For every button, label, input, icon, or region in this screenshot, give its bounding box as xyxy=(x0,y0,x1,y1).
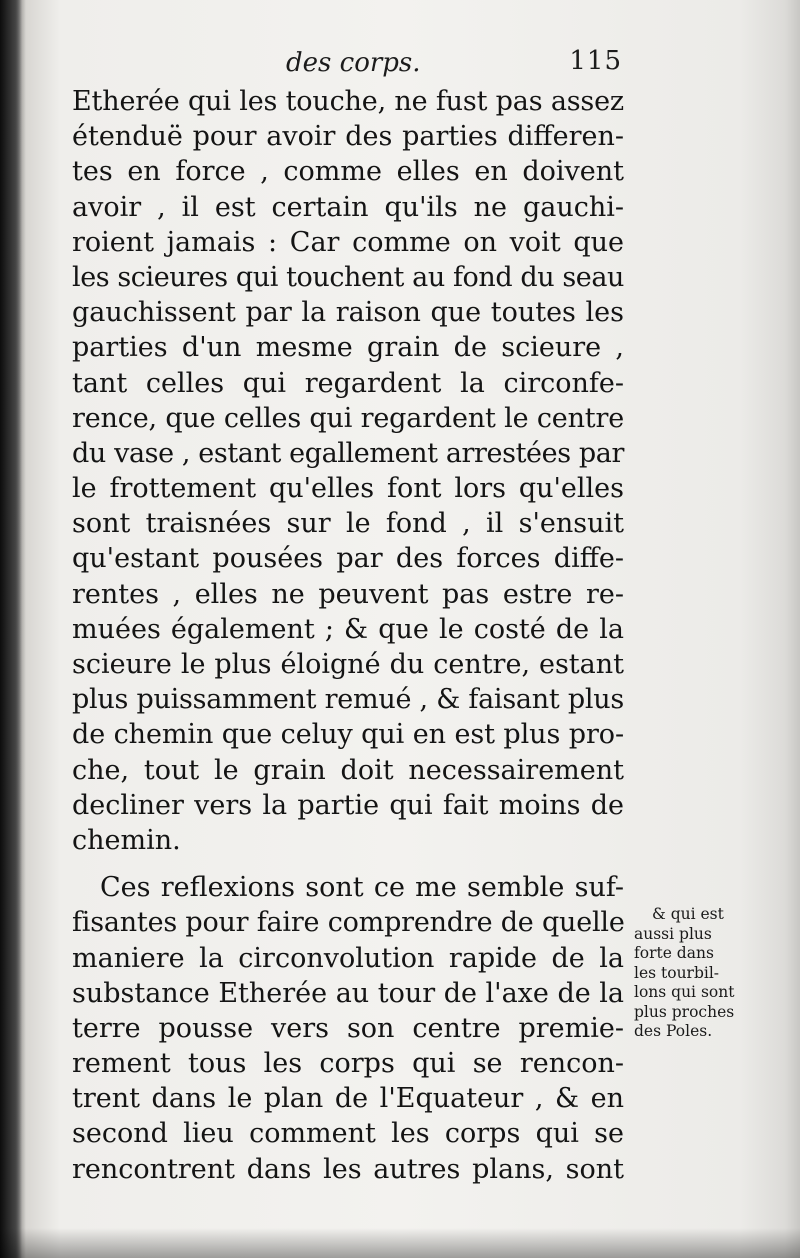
text-line: parties d'un mesme grain de scieure , xyxy=(72,332,624,364)
page-header xyxy=(72,42,624,82)
text-line: scieure le plus éloigné du centre, estant xyxy=(72,649,624,680)
text-line: che, tout le grain doit necessairement xyxy=(72,754,624,786)
paragraph-gap xyxy=(72,858,624,870)
text-line: gauchissent par la raison que toutes les xyxy=(72,297,624,329)
text-line: de chemin que celuy qui en est plus pro- xyxy=(72,719,625,751)
text-line: étenduë pour avoir des parties differen- xyxy=(72,121,624,153)
marginal-note-line: des Poles. xyxy=(634,1022,713,1040)
paragraph-first-line: Ces reflexions sont ce me semble suf- xyxy=(100,872,624,904)
text-line: rencontrent dans les autres plans, sont xyxy=(72,1153,624,1185)
marginal-note-line: & qui est xyxy=(652,905,724,923)
text-line: qu'estant pousées par des forces diffe- xyxy=(72,543,624,575)
text-line: fisantes pour faire comprendre de quelle xyxy=(72,907,625,939)
binding-shadow xyxy=(0,0,22,1258)
text-line: rence, que celles qui regardent le centre xyxy=(72,402,624,434)
text-line: tant celles qui regardent la circonfe- xyxy=(72,367,624,399)
text-line: decliner vers la partie qui fait moins de xyxy=(72,789,624,821)
text-line: roient jamais : Car comme on voit que xyxy=(72,226,624,258)
main-text-block xyxy=(72,84,624,1187)
text-line: substance Etherée au tour de l'axe de la xyxy=(72,977,624,1009)
text-line: chemin. xyxy=(72,824,181,856)
running-head: des corps. xyxy=(286,48,421,78)
text-line: terre pousse vers son centre premie- xyxy=(72,1012,624,1044)
text-line: avoir , il est certain qu'ils ne gauchi- xyxy=(72,191,624,223)
text-line: trent dans le plan de l'Equateur , & en xyxy=(72,1083,624,1115)
marginal-note-line: aussi plus xyxy=(634,924,712,943)
page-number: 115 xyxy=(569,46,622,76)
text-line: rement tous les corps qui se rencon- xyxy=(72,1048,624,1080)
marginal-note-line: lons qui sont xyxy=(634,983,735,1001)
marginal-note-line: les tourbil- xyxy=(634,963,720,982)
marginal-note-line: plus proches xyxy=(634,1002,735,1021)
marginal-note-line: forte dans xyxy=(634,944,714,962)
text-line: plus puissamment remué , & faisant plus xyxy=(72,684,625,716)
marginal-note xyxy=(634,905,774,1042)
text-line: rentes , elles ne peuvent pas estre re- xyxy=(72,578,624,610)
text-line: second lieu comment les corps qui se xyxy=(72,1118,624,1150)
text-line: du vase , estant egallement arrestées par xyxy=(72,437,624,469)
text-line: le frottement qu'elles font lors qu'elles xyxy=(72,473,624,505)
text-line: sont traisnées sur le fond , il s'ensuit xyxy=(72,508,624,540)
text-line: Etherée qui les touche, ne fust pas assez xyxy=(72,86,624,117)
text-line: maniere la circonvolution rapide de la xyxy=(72,942,624,974)
text-line: les scieures qui touchent au fond du seau xyxy=(72,261,624,293)
page-edge-shadow xyxy=(0,1228,800,1258)
text-line: tes en force , comme elles en doivent xyxy=(72,156,624,188)
text-line: muées également ; & que le costé de la xyxy=(72,613,624,645)
